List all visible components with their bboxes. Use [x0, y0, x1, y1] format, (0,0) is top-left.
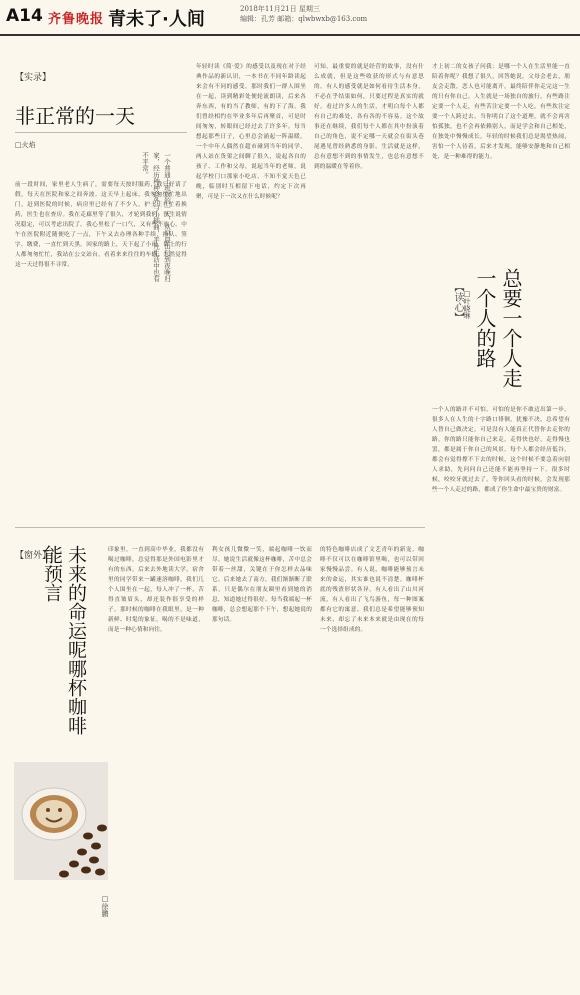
section-divider	[15, 527, 425, 528]
header-editor: 编辑：孔芳 邮箱：qlwbwxb@163.com	[240, 15, 368, 23]
article3-column-1: 印象里，一直到高中毕业，我都没有喝过咖啡，总觉得那是外国电影里才有的东西。后来去外地读大学，宿舍里的同学带来一罐速溶咖啡，我们几个人围坐在一起，每人冲了一杯，苦得直皱眉头，却还装作很享受的样子。那时候的咖啡在我眼里，是一种新鲜、时髦的象征，喝的不是味道，而是一种心情和向往。	[108, 547, 204, 633]
page-number: A14	[6, 6, 43, 26]
article1-tag: 【实录】	[15, 73, 52, 83]
article3-column-2: 利女孩儿微微一笑，端起咖啡一饮而尽。她说生活就像这杯咖啡，苦中总会带着一丝甜，关键在于你怎样去品味它。后来她去了南方，我们渐渐断了联系，只是偶尔在朋友圈里看到她的消息，知道她过得很好。每当我端起一杯咖啡，总会想起那个下午，想起她说的那句话。	[212, 547, 312, 623]
article2-tag: 【读心】	[452, 282, 463, 322]
article1-column-3: 可知。最重要的就是经营的故事，没有什么成就，但是这些收获的形式与有意思的。有人的感受就是如何看待生活本身，不必在乎结果如何，只要过程是真实的就好。看过许多人的生活，才明白每个人都有自己的难处，各有各的不容易。这个故事还在继续，我们每个人都在其中扮演着自己的角色，说不定哪一天就会在街头巷尾遇见曾经熟悉的身影。生活就是这样，总有意想不到的事情发生，也总有意想不到的温暖在等着你。	[314, 64, 424, 170]
header-date: 2018年11月21日 星期三	[240, 5, 320, 13]
article2-author: □叶晓琳	[463, 290, 471, 319]
article2-column-2: 一个人的路并不可怕，可怕的是你不敢迈出第一步。很多人在人生的十字路口徘徊，犹豫不决，总希望有人替自己做决定，可是没有人能真正代替你去走你的路。你的路只能你自己来走，走得快也好，走得慢也罢，都是属于你自己的风景。每个人都会经历低谷，都会有觉得撑不下去的时候，这个时候不要急着向别人求助，先问问自己还能不能再坚持一下。很多时候，咬咬牙就过去了。等你回头看的时候，会发现那些一个人走过的路，都成了你生命中最宝贵的财富。	[432, 407, 570, 493]
article1-author: □火焰	[15, 141, 36, 149]
page-header	[0, 0, 580, 36]
section-title: 青未了·人间	[108, 9, 205, 30]
article3-title: 未来的命运呢哪杯咖啡能预言	[41, 545, 87, 735]
article1-title-rule	[15, 132, 187, 133]
article3-tag: 【窗外】	[15, 551, 52, 561]
header-rule	[0, 34, 580, 36]
newspaper-logo: 齐鲁晚报	[48, 12, 105, 27]
header-info	[240, 4, 367, 24]
article1-summary: 一个普通上班族的一天，从早晨出门到夜晚归家，经历种种意外与小插曲，平凡生活中也有不平常。	[141, 152, 171, 282]
coffee-photo	[14, 762, 108, 880]
article3-column-3: 的特色咖啡店成了文艺青年的新宠。咖啡不仅可以在咖啡馆里喝，也可以带回家慢慢品尝。有人说，咖啡能够预言未来的命运，其实谁也说不清楚。咖啡杯底的残渣形状各异，有人看出了山川河流，有人看出了飞鸟游鱼，每一种图案都有它的寓意。我们总是希望能够预知未来，却忘了未来本来就是由现在的每一个选择组成的。	[320, 547, 424, 633]
article1-column-1: 前一段时间，家里老人生病了，需要每天按时服药，我只好请了假，每天在医院和家之间奔波。这天早上起床，我匆匆忙忙地出门，赶到医院的时候，病房里已经有了不少人，护士正在忙着换药，医生也在查房。我在走廊里等了很久，才轮到我们，医生说情况稳定，可以考虑出院了。我心里松了一口气，又有些不放心。中午在医院附近随便吃了一点，下午又去办理各种手续，排队、签字、缴费，一直忙到天黑。回家的路上，天下起了小雨，街上的行人都匆匆忙忙，我站在公交站台，看着来来往往的车辆，忽然觉得这一天过得很不寻常。	[15, 182, 187, 268]
article1-column-2: 年轻时读《简·爱》的感受以及现在对于经典作品的新认识，一本书在不同年龄读起来会有不同的感受，那时我们一群人围坐在一起，读到精彩处便轮流朗读，后来各奔东西，有的当了教师，有的下了海。我们曾经相约在毕业多年后再聚首，可是时间匆匆，转眼间已经过去了许多年。每当想起那些日子，心里总会涌起一阵温暖。一个中年人偶然在超市碰到当年的同学，两人站在货架之间聊了很久，说起各自的孩子、工作和父母，说起当年的老师，说起学校门口那家小吃店，不知不觉天色已晚，临别时互相留下电话，约定下次再聚，可是下一次又在什么时候呢？	[196, 64, 306, 200]
article2-title: 总要一个人走一个人的路	[473, 268, 523, 388]
article2-column-1: 才上初二的女孩子问我：是哪一个人在生活里能一直陪着你呢？我想了很久，回答她说，父母会老去，朋友会走散，恋人也可能离开，最终陪伴你走完这一生的只有你自己。人生就是一场独自的旅行，有些路注定要一个人走，有些苦注定要一个人吃，有些坎注定要一个人跨过去。当你明白了这个道理，就不会再害怕孤独，也不会再依赖别人，而是学会和自己相处，在独处中慢慢成长。年轻的时候我们总是渴望热闹，害怕一个人待着，后来才发现，能够安静地和自己相处，是一种难得的能力。	[432, 64, 570, 160]
article1-title: 非正常的一天	[15, 104, 135, 128]
article3-author: □徐鹏	[101, 895, 109, 917]
